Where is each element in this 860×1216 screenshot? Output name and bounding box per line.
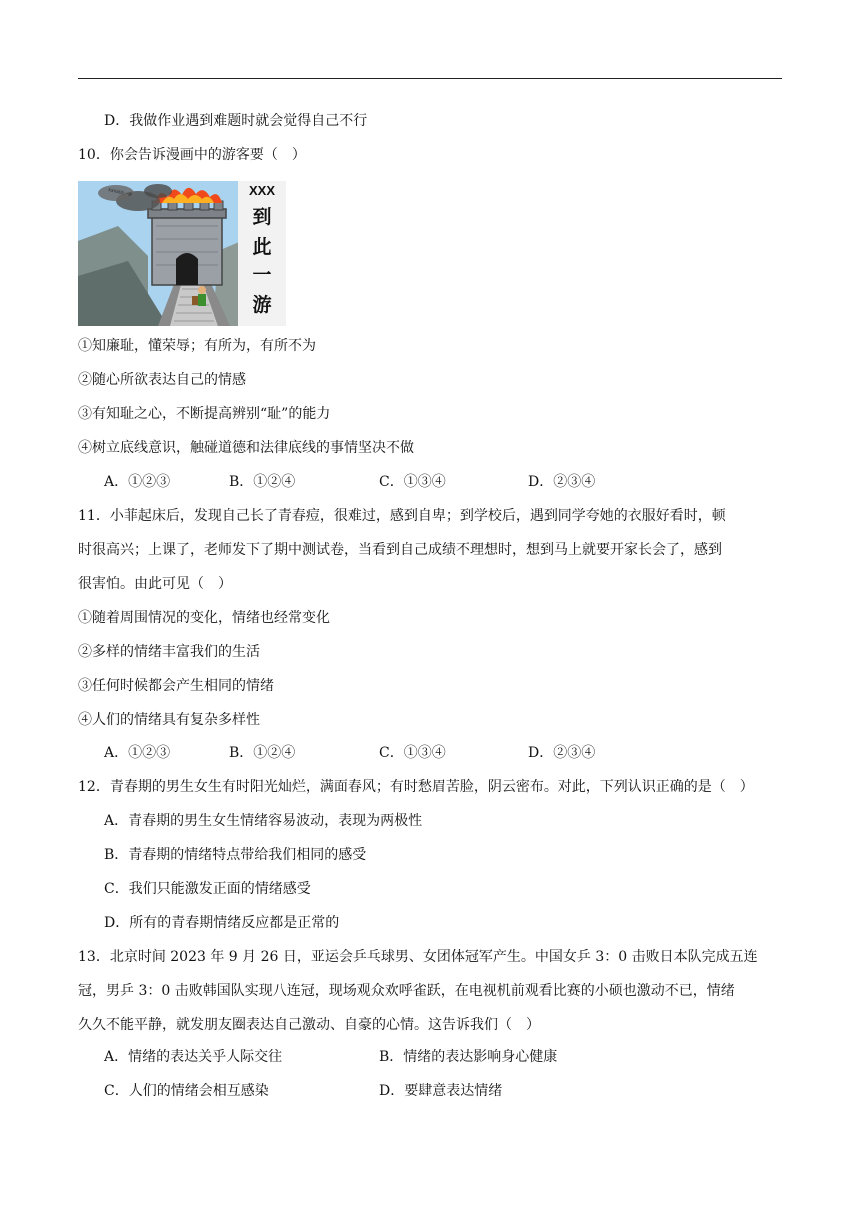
q11-option-a[interactable]: A．①②③	[104, 745, 171, 761]
q11-option-b[interactable]: B．①②④	[229, 745, 296, 761]
q12-option-b[interactable]: B．青春期的情绪特点带给我们相同的感受	[104, 847, 367, 863]
q10-option-c[interactable]: C．①③④	[379, 474, 446, 490]
q12-stem: 12．青春期的男生女生有时阳光灿烂，满面春风；有时愁眉苦脸，阴云密布。对此，下列认识正确的是（ ）	[78, 779, 754, 795]
q10-item-1: ①知廉耻，懂荣辱；有所为，有所不为	[78, 338, 316, 354]
q11-option-d[interactable]: D．②③④	[528, 745, 596, 761]
sign-char-2: 此	[252, 236, 272, 258]
q10-item-2: ②随心所欲表达自己的情感	[78, 372, 246, 388]
smoke-scribble: XXX到此一游	[107, 187, 133, 198]
q13-option-c[interactable]: C．人们的情绪会相互感染	[104, 1083, 269, 1099]
q10-item-4: ④树立底线意识，触碰道德和法律底线的事情坚决不做	[78, 440, 414, 456]
header-rule	[78, 78, 782, 79]
great-wall-cartoon-image	[78, 181, 286, 326]
sign-xxx: XXX	[248, 183, 276, 198]
q10-option-d[interactable]: D．②③④	[528, 474, 596, 490]
sign-char-3: 一	[252, 264, 272, 286]
q11-stem-line-3: 很害怕。由此可见（ ）	[78, 576, 232, 592]
q12-option-c[interactable]: C．我们只能激发正面的情绪感受	[104, 881, 311, 897]
q13-stem-line-2: 冠，男乒 3：0 击败韩国队实现八连冠，现场观众欢呼雀跃，在电视机前观看比赛的小硕也激动不已，情绪	[78, 983, 735, 999]
q11-item-4: ④人们的情绪具有复杂多样性	[78, 712, 260, 728]
q13-option-a[interactable]: A．情绪的表达关乎人际交往	[104, 1049, 283, 1065]
q10-stem: 10．你会告诉漫画中的游客要（ ）	[78, 147, 306, 163]
q11-item-1: ①随着周围情况的变化，情绪也经常变化	[78, 610, 330, 626]
q10-option-b[interactable]: B．①②④	[229, 474, 296, 490]
q13-stem-line-3: 久久不能平静，就发朋友圈表达自己激动、自豪的心情。这告诉我们（ ）	[78, 1017, 540, 1033]
q11-option-c[interactable]: C．①③④	[379, 745, 446, 761]
q12-option-a[interactable]: A．青春期的男生女生情绪容易波动，表现为两极性	[104, 813, 423, 829]
q11-stem-line-2: 时很高兴；上课了，老师发下了期中测试卷，当看到自己成绩不理想时，想到马上就要开家长会了，感到	[78, 542, 722, 558]
sign-char-1: 到	[252, 206, 272, 228]
q13-option-d[interactable]: D．要肆意表达情绪	[379, 1083, 503, 1099]
prev-option-d: D．我做作业遇到难题时就会觉得自己不行	[104, 113, 368, 129]
q11-item-2: ②多样的情绪丰富我们的生活	[78, 644, 260, 660]
q13-option-b[interactable]: B．情绪的表达影响身心健康	[379, 1049, 558, 1065]
q13-stem-line-1: 13．北京时间 2023 年 9 月 26 日，亚运会乒乓球男、女团体冠军产生。中国女乒 3：0 击败日本队完成五连	[78, 949, 758, 965]
q12-option-d[interactable]: D．所有的青春期情绪反应都是正常的	[104, 915, 340, 931]
q11-item-3: ③任何时候都会产生相同的情绪	[78, 678, 274, 694]
q11-stem-line-1: 11．小菲起床后，发现自己长了青春痘，很难过，感到自卑；到学校后，遇到同学夸她的衣服好看时，顿	[78, 508, 726, 524]
sign-char-4: 游	[252, 294, 272, 316]
q10-option-a[interactable]: A．①②③	[104, 474, 171, 490]
q10-item-3: ③有知耻之心，不断提高辨别“耻”的能力	[78, 406, 331, 422]
